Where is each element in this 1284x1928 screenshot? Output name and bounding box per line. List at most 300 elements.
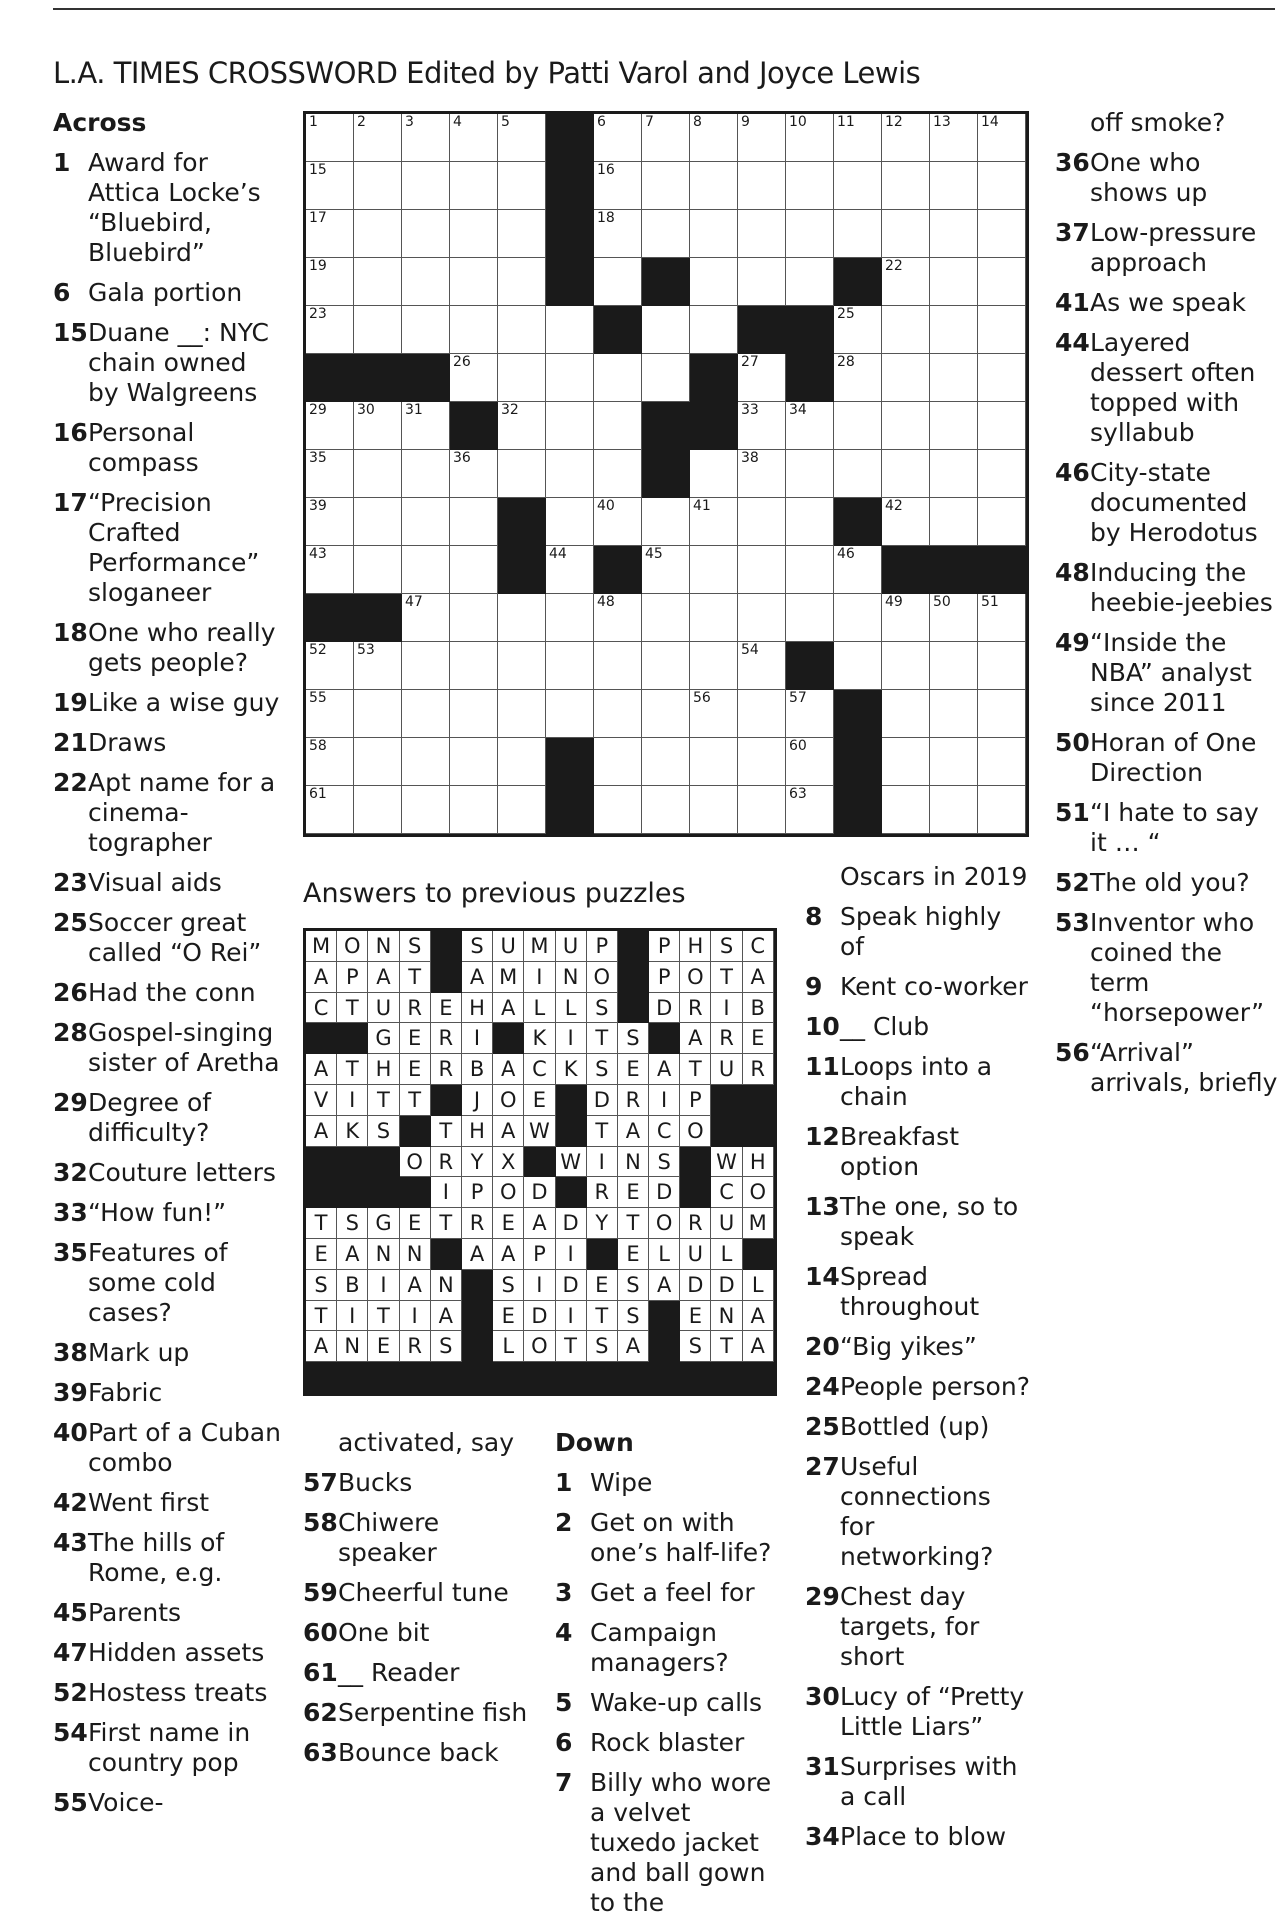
- clue-text: “Inside the NBA” analyst since 2011: [1090, 628, 1252, 717]
- answer-cell: S: [618, 1301, 649, 1332]
- cell-number: 58: [309, 738, 327, 754]
- answer-grid: [303, 928, 777, 1396]
- grid-cell[interactable]: [786, 258, 834, 306]
- answer-cell: I: [337, 1085, 368, 1116]
- clue: [805, 1752, 1030, 1812]
- grid-cell[interactable]: [738, 402, 786, 450]
- grid-cell[interactable]: [690, 450, 738, 498]
- cell-number: 10: [789, 114, 807, 130]
- grid-cell[interactable]: [450, 546, 498, 594]
- grid-cell[interactable]: [594, 354, 642, 402]
- answer-cell: N: [368, 931, 399, 962]
- grid-cell[interactable]: [930, 642, 978, 690]
- grid-cell[interactable]: [690, 498, 738, 546]
- grid-cell[interactable]: [642, 210, 690, 258]
- grid-cell[interactable]: [930, 354, 978, 402]
- grid-cell[interactable]: [594, 594, 642, 642]
- grid-cell[interactable]: [882, 498, 930, 546]
- grid-cell[interactable]: [642, 498, 690, 546]
- grid-cell[interactable]: [882, 114, 930, 162]
- clue-text: Parents: [88, 1598, 182, 1627]
- grid-cell[interactable]: [450, 690, 498, 738]
- clue-number: 3: [555, 1578, 573, 1607]
- grid-cell[interactable]: [306, 642, 354, 690]
- clue-text: Spread throughout: [840, 1262, 980, 1321]
- grid-cell[interactable]: [306, 546, 354, 594]
- grid-cell[interactable]: [498, 354, 546, 402]
- answer-cell: B: [743, 993, 774, 1024]
- grid-cell[interactable]: [786, 162, 834, 210]
- grid-cell[interactable]: [690, 642, 738, 690]
- grid-cell[interactable]: [930, 786, 978, 834]
- answer-cell: U: [711, 1054, 742, 1085]
- grid-cell[interactable]: [546, 690, 594, 738]
- grid-cell[interactable]: [690, 210, 738, 258]
- grid-cell[interactable]: [930, 162, 978, 210]
- grid-cell[interactable]: [306, 498, 354, 546]
- grid-cell[interactable]: [498, 786, 546, 834]
- grid-cell[interactable]: [450, 162, 498, 210]
- grid-cell[interactable]: [834, 354, 882, 402]
- grid-cell[interactable]: [738, 162, 786, 210]
- grid-cell[interactable]: [786, 690, 834, 738]
- grid-cell[interactable]: [450, 738, 498, 786]
- grid-cell[interactable]: [930, 210, 978, 258]
- grid-cell[interactable]: [690, 738, 738, 786]
- clue-text: Couture letters: [88, 1158, 276, 1187]
- black-square: [546, 786, 594, 834]
- clue: [805, 1372, 1030, 1402]
- grid-cell[interactable]: [594, 114, 642, 162]
- grid-cell[interactable]: [930, 498, 978, 546]
- grid-cell[interactable]: [402, 594, 450, 642]
- clue: [53, 278, 285, 308]
- grid-cell[interactable]: [786, 738, 834, 786]
- grid-cell[interactable]: [642, 162, 690, 210]
- grid-cell[interactable]: [786, 114, 834, 162]
- grid-cell[interactable]: [738, 498, 786, 546]
- grid-cell[interactable]: [546, 642, 594, 690]
- clue-text: Chiwere speaker: [338, 1508, 440, 1567]
- grid-cell[interactable]: [882, 306, 930, 354]
- grid-cell[interactable]: [546, 546, 594, 594]
- answer-black-square: [400, 1362, 431, 1393]
- grid-cell[interactable]: [450, 354, 498, 402]
- cell-number: 23: [309, 306, 327, 322]
- clue: [805, 902, 1030, 962]
- grid-cell[interactable]: [354, 690, 402, 738]
- grid-cell[interactable]: [450, 594, 498, 642]
- grid-cell[interactable]: [546, 594, 594, 642]
- grid-cell[interactable]: [306, 738, 354, 786]
- grid-cell[interactable]: [498, 738, 546, 786]
- answer-cell: U: [368, 993, 399, 1024]
- grid-cell[interactable]: [498, 690, 546, 738]
- grid-cell[interactable]: [882, 402, 930, 450]
- grid-cell[interactable]: [642, 306, 690, 354]
- grid-cell[interactable]: [642, 738, 690, 786]
- answer-black-square: [743, 1362, 774, 1393]
- grid-cell[interactable]: [978, 642, 1026, 690]
- answer-cell: L: [556, 993, 587, 1024]
- grid-cell[interactable]: [882, 450, 930, 498]
- answer-cell: S: [337, 1208, 368, 1239]
- grid-cell[interactable]: [402, 210, 450, 258]
- answer-cell: P: [462, 1177, 493, 1208]
- clue-number: 15: [53, 318, 88, 347]
- answer-cell: M: [524, 931, 555, 962]
- grid-cell[interactable]: [450, 114, 498, 162]
- clue: [555, 1508, 780, 1568]
- answer-cell: W: [711, 1147, 742, 1178]
- clue: [805, 1012, 1030, 1042]
- grid-cell[interactable]: [354, 162, 402, 210]
- grid-cell[interactable]: [882, 258, 930, 306]
- grid-cell[interactable]: [402, 162, 450, 210]
- grid-cell[interactable]: [786, 210, 834, 258]
- grid-cell[interactable]: [786, 786, 834, 834]
- grid-cell[interactable]: [306, 258, 354, 306]
- grid-cell[interactable]: [690, 594, 738, 642]
- grid-cell[interactable]: [882, 210, 930, 258]
- clue-number: 45: [53, 1598, 88, 1627]
- answer-black-square: [462, 1301, 493, 1332]
- grid-cell[interactable]: [498, 258, 546, 306]
- grid-cell[interactable]: [834, 210, 882, 258]
- clue-text: Draws: [88, 728, 167, 757]
- grid-cell[interactable]: [978, 114, 1026, 162]
- grid-cell[interactable]: [930, 306, 978, 354]
- grid-cell[interactable]: [882, 594, 930, 642]
- grid-cell[interactable]: [498, 162, 546, 210]
- grid-cell[interactable]: [306, 690, 354, 738]
- clue: [53, 978, 285, 1008]
- grid-cell[interactable]: [402, 114, 450, 162]
- grid-cell[interactable]: [306, 786, 354, 834]
- clue: [53, 1378, 285, 1408]
- answer-cell: D: [556, 1208, 587, 1239]
- grid-cell[interactable]: [642, 690, 690, 738]
- grid-cell[interactable]: [498, 114, 546, 162]
- grid-cell[interactable]: [450, 306, 498, 354]
- clue-text: Features of some cold cases?: [88, 1238, 228, 1327]
- cell-number: 22: [885, 258, 903, 274]
- answer-cell: A: [493, 1239, 524, 1270]
- clue: [303, 1508, 533, 1568]
- clue: [805, 1582, 1030, 1672]
- grid-cell[interactable]: [882, 354, 930, 402]
- grid-cell[interactable]: [738, 642, 786, 690]
- grid-cell[interactable]: [930, 738, 978, 786]
- grid-cell[interactable]: [498, 306, 546, 354]
- clue-number: 53: [1055, 908, 1090, 937]
- cell-number: 50: [933, 594, 951, 610]
- answer-cell: A: [493, 1116, 524, 1147]
- grid-cell[interactable]: [594, 738, 642, 786]
- grid-cell[interactable]: [402, 690, 450, 738]
- grid-cell[interactable]: [930, 258, 978, 306]
- grid-cell[interactable]: [738, 450, 786, 498]
- answer-cell: E: [400, 1054, 431, 1085]
- grid-cell[interactable]: [450, 258, 498, 306]
- cell-number: 13: [933, 114, 951, 130]
- grid-cell[interactable]: [930, 450, 978, 498]
- grid-cell[interactable]: [978, 450, 1026, 498]
- grid-cell[interactable]: [978, 306, 1026, 354]
- black-square: [498, 498, 546, 546]
- answer-black-square: [556, 1362, 587, 1393]
- grid-cell[interactable]: [546, 354, 594, 402]
- clue-number: 36: [1055, 148, 1090, 177]
- grid-cell[interactable]: [642, 594, 690, 642]
- answer-cell: G: [368, 1208, 399, 1239]
- clue-text: Gala portion: [88, 278, 243, 307]
- answer-cell: S: [306, 1270, 337, 1301]
- grid-cell[interactable]: [786, 594, 834, 642]
- grid-cell[interactable]: [738, 258, 786, 306]
- grid-cell[interactable]: [642, 354, 690, 402]
- answer-cell: N: [556, 962, 587, 993]
- grid-cell[interactable]: [978, 258, 1026, 306]
- clue-text: Bounce back: [338, 1738, 499, 1767]
- answer-cell: R: [743, 1054, 774, 1085]
- grid-cell[interactable]: [498, 210, 546, 258]
- grid-cell[interactable]: [402, 546, 450, 594]
- clue-text: One who really gets people?: [88, 618, 276, 677]
- grid-cell[interactable]: [354, 258, 402, 306]
- grid-cell[interactable]: [402, 450, 450, 498]
- clue: [1055, 328, 1280, 448]
- grid-cell[interactable]: [450, 642, 498, 690]
- clue-text: Went first: [88, 1488, 210, 1517]
- clue: [555, 1728, 780, 1758]
- answer-cell: P: [680, 1085, 711, 1116]
- grid-cell[interactable]: [594, 690, 642, 738]
- grid-cell[interactable]: [354, 210, 402, 258]
- clue-text: The hills of Rome, e.g.: [88, 1528, 225, 1587]
- grid-cell[interactable]: [834, 450, 882, 498]
- black-square: [786, 354, 834, 402]
- grid-cell[interactable]: [930, 690, 978, 738]
- answer-cell: S: [493, 1270, 524, 1301]
- answer-cell: E: [743, 1023, 774, 1054]
- grid-cell[interactable]: [498, 594, 546, 642]
- cell-number: 6: [597, 114, 606, 130]
- clue-number: 26: [53, 978, 88, 1007]
- grid-cell[interactable]: [402, 738, 450, 786]
- grid-cell[interactable]: [594, 162, 642, 210]
- grid-cell[interactable]: [402, 258, 450, 306]
- grid-cell[interactable]: [546, 450, 594, 498]
- answer-black-square: [462, 1270, 493, 1301]
- answer-cell: O: [337, 931, 368, 962]
- clue: [1055, 558, 1280, 618]
- answer-cell: T: [618, 1208, 649, 1239]
- answer-cell: P: [587, 931, 618, 962]
- black-square: [642, 450, 690, 498]
- grid-cell[interactable]: [354, 402, 402, 450]
- answer-cell: A: [680, 1023, 711, 1054]
- clue: [53, 1418, 285, 1478]
- grid-cell[interactable]: [450, 786, 498, 834]
- clue-column-2: [303, 1428, 533, 1778]
- grid-cell[interactable]: [690, 306, 738, 354]
- answer-cell: N: [400, 1239, 431, 1270]
- grid-cell[interactable]: [738, 210, 786, 258]
- grid-cell[interactable]: [978, 738, 1026, 786]
- grid-cell[interactable]: [546, 498, 594, 546]
- grid-cell[interactable]: [786, 402, 834, 450]
- grid-cell[interactable]: [402, 402, 450, 450]
- cell-number: 35: [309, 450, 327, 466]
- clue-number: 58: [303, 1508, 338, 1537]
- cell-number: 31: [405, 402, 423, 418]
- grid-cell[interactable]: [594, 642, 642, 690]
- grid-cell[interactable]: [834, 594, 882, 642]
- clue-number: 22: [53, 768, 88, 797]
- clue-number: 38: [53, 1338, 88, 1367]
- grid-cell[interactable]: [978, 786, 1026, 834]
- grid-cell[interactable]: [594, 402, 642, 450]
- grid-cell[interactable]: [498, 450, 546, 498]
- grid-cell[interactable]: [690, 258, 738, 306]
- grid-cell[interactable]: [882, 690, 930, 738]
- clue-number: 63: [303, 1738, 338, 1767]
- grid-cell[interactable]: [594, 450, 642, 498]
- grid-cell[interactable]: [402, 498, 450, 546]
- grid-cell[interactable]: [642, 546, 690, 594]
- grid-cell[interactable]: [690, 690, 738, 738]
- grid-cell[interactable]: [498, 402, 546, 450]
- clue-text: Part of a Cuban combo: [88, 1418, 281, 1477]
- grid-cell[interactable]: [978, 498, 1026, 546]
- grid-cell[interactable]: [498, 642, 546, 690]
- grid-cell[interactable]: [738, 354, 786, 402]
- grid-cell[interactable]: [930, 114, 978, 162]
- grid-cell[interactable]: [690, 546, 738, 594]
- grid-cell[interactable]: [882, 642, 930, 690]
- grid-cell[interactable]: [354, 738, 402, 786]
- grid-cell[interactable]: [354, 546, 402, 594]
- grid-cell[interactable]: [354, 450, 402, 498]
- cell-number: 55: [309, 690, 327, 706]
- grid-cell[interactable]: [402, 306, 450, 354]
- cell-number: 52: [309, 642, 327, 658]
- clue-text: Cheerful tune: [338, 1578, 509, 1607]
- grid-cell[interactable]: [306, 402, 354, 450]
- grid-cell[interactable]: [834, 162, 882, 210]
- grid-cell[interactable]: [642, 786, 690, 834]
- grid-cell[interactable]: [306, 450, 354, 498]
- grid-cell[interactable]: [978, 162, 1026, 210]
- grid-cell[interactable]: [786, 546, 834, 594]
- grid-cell[interactable]: [354, 642, 402, 690]
- grid-cell[interactable]: [642, 114, 690, 162]
- grid-cell[interactable]: [930, 402, 978, 450]
- grid-cell[interactable]: [930, 594, 978, 642]
- answer-cell: S: [400, 931, 431, 962]
- grid-cell[interactable]: [978, 594, 1026, 642]
- answer-cell: N: [618, 1147, 649, 1178]
- grid-cell[interactable]: [834, 402, 882, 450]
- grid-cell[interactable]: [738, 114, 786, 162]
- section-heading: Across: [53, 108, 147, 137]
- clue-column-4: [805, 862, 1030, 1862]
- grid-cell[interactable]: [450, 450, 498, 498]
- grid-cell[interactable]: [594, 498, 642, 546]
- grid-cell[interactable]: [354, 114, 402, 162]
- clue-number: 56: [1055, 1038, 1090, 1067]
- grid-cell[interactable]: [690, 114, 738, 162]
- black-square: [834, 498, 882, 546]
- grid-cell[interactable]: [450, 210, 498, 258]
- answer-cell: R: [680, 1208, 711, 1239]
- grid-cell[interactable]: [594, 210, 642, 258]
- grid-cell[interactable]: [978, 690, 1026, 738]
- grid-cell[interactable]: [642, 642, 690, 690]
- grid-cell[interactable]: [402, 642, 450, 690]
- grid-cell[interactable]: [306, 210, 354, 258]
- grid-cell[interactable]: [354, 306, 402, 354]
- grid-cell[interactable]: [402, 786, 450, 834]
- grid-cell[interactable]: [882, 738, 930, 786]
- clue: [805, 1122, 1030, 1182]
- grid-cell[interactable]: [354, 786, 402, 834]
- grid-cell[interactable]: [738, 546, 786, 594]
- top-rule: [53, 8, 1275, 10]
- grid-cell[interactable]: [594, 258, 642, 306]
- grid-cell[interactable]: [546, 402, 594, 450]
- black-square: [786, 642, 834, 690]
- cell-number: 39: [309, 498, 327, 514]
- clue: [53, 1088, 285, 1148]
- clue-column-1: [53, 108, 285, 1828]
- grid-cell[interactable]: [738, 594, 786, 642]
- cell-number: 40: [597, 498, 615, 514]
- answer-cell: A: [649, 1054, 680, 1085]
- grid-cell[interactable]: [594, 786, 642, 834]
- grid-cell[interactable]: [834, 306, 882, 354]
- grid-cell[interactable]: [306, 162, 354, 210]
- grid-cell[interactable]: [306, 114, 354, 162]
- grid-cell[interactable]: [354, 498, 402, 546]
- grid-cell[interactable]: [786, 498, 834, 546]
- grid-cell[interactable]: [450, 498, 498, 546]
- grid-cell[interactable]: [882, 162, 930, 210]
- grid-cell[interactable]: [882, 786, 930, 834]
- grid-cell[interactable]: [738, 786, 786, 834]
- grid-cell[interactable]: [834, 114, 882, 162]
- grid-cell[interactable]: [738, 738, 786, 786]
- cell-number: 4: [453, 114, 462, 130]
- answer-cell: S: [618, 1270, 649, 1301]
- clue-text: Kent co-worker: [840, 972, 1028, 1001]
- clue-text: Apt name for a cinema-tographer: [88, 768, 276, 857]
- grid-cell[interactable]: [978, 210, 1026, 258]
- grid-cell[interactable]: [786, 450, 834, 498]
- black-square: [306, 354, 354, 402]
- grid-cell[interactable]: [546, 306, 594, 354]
- grid-cell[interactable]: [834, 642, 882, 690]
- grid-cell[interactable]: [690, 162, 738, 210]
- grid-cell[interactable]: [978, 402, 1026, 450]
- grid-cell[interactable]: [834, 546, 882, 594]
- grid-cell[interactable]: [738, 690, 786, 738]
- clue-text: Get on with one’s half-life?: [590, 1508, 772, 1567]
- grid-cell[interactable]: [978, 354, 1026, 402]
- grid-cell[interactable]: [306, 306, 354, 354]
- grid-cell[interactable]: [690, 786, 738, 834]
